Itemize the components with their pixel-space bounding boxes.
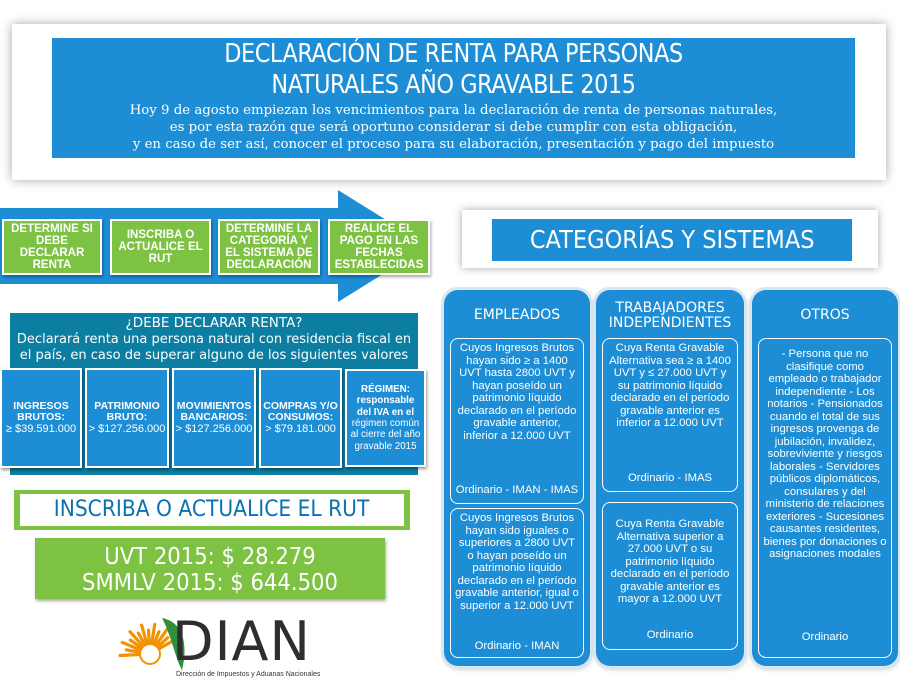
criterion-value: > $127.256.000: [88, 422, 166, 435]
criterion-value: > $79.181.000: [265, 422, 336, 435]
regimen-bold-text: RÉGIMEN: responsable del IVA en el: [356, 384, 415, 418]
step-realice-pago: REALICE EL PAGO EN LAS FECHAS ESTABLECIDAS: [328, 219, 430, 275]
categories-title: [492, 219, 852, 261]
step-determine-declarar: DETERMINE SI DEBE DECLARAR RENTA: [2, 219, 102, 275]
otros-heading: OTROS: [800, 307, 850, 323]
dian-logo-subtitle: Dirección de Impuestos y Aduanas Nacionales: [176, 671, 321, 678]
uvt-value: UVT 2015: $ 28.279: [104, 542, 316, 570]
sun-ray: [120, 655, 139, 656]
criterion-label: MOVIMIENTOS BANCARIOS:: [176, 399, 252, 424]
header-banner: [52, 38, 855, 158]
page-title-line1: DECLARACIÓN DE RENTA PARA PERSONAS: [224, 39, 683, 69]
trabajadores-box-1: [602, 338, 738, 492]
debe-declarar-text: Declarará renta una persona natural con residencia fiscal en el país, en caso de superar alguno de los siguientes valores: [16, 332, 412, 363]
step-inscriba-rut: INSCRIBA O ACTUALICE EL RUT: [110, 219, 211, 275]
otros-box: [758, 338, 892, 658]
otros-box-text: - Persona que no clasifique como empleado o trabajador independiente - Los notarios - Pensionados cuando el total de sus ingresos provenga de jubilación, invalidez, sobreviviente y riesgos laborales - Servidores públicos diplomáticos, consulares y del ministerio de relaciones exteriores - Sucesiones causantes residentes, bienes por donaciones o asignaciones modales: [763, 348, 887, 560]
page-title-line2: NATURALES AÑO GRAVABLE 2015: [271, 70, 636, 100]
trabajadores-box-2-regime: Ordinario: [646, 629, 694, 641]
sun-ray: [148, 630, 149, 643]
debe-declarar-title: ¿DEBE DECLARAR RENTA?: [125, 315, 303, 331]
criterion-value: ≥ $39.591.000: [5, 422, 77, 435]
criterion-regimen: [345, 369, 426, 467]
trabajadores-box-1-regime: Ordinario - IMAS: [627, 472, 713, 484]
rut-heading-text: INSCRIBA O ACTUALICE EL RUT: [54, 497, 370, 522]
empleados-box-2: [450, 508, 584, 658]
empleados-box-2-text: Cuyos Ingresos Brutos hayan sido iguales o superiores a 2800 UVT o hayan poseído un patrimonio líquido declarado en el período gravable anterior, igual o superior a 12.000 UVT: [455, 512, 579, 612]
rut-heading: [20, 494, 404, 526]
criterion-movimientos: [172, 368, 256, 468]
criterion-patrimonio: [85, 368, 169, 468]
trabajadores-box-2-text: Cuya Renta Gravable Alternativa superior a 27.000 UVT o su patrimonio líquido declarado en el período gravable anterior es mayor a 12.000 UVT: [610, 518, 730, 605]
trabajadores-box-2: [602, 502, 738, 650]
empleados-box-1: [450, 338, 584, 504]
subtitle-line3: y en caso de ser así, conocer el proceso para su elaboración, presentación y pago del impuesto: [132, 137, 775, 152]
otros-box-regime: Ordinario: [801, 631, 849, 643]
trabajadores-heading-line1: TRABAJADORES: [615, 300, 725, 316]
criterion-label: COMPRAS Y/O CONSUMOS:: [263, 399, 338, 424]
criterion-ingresos: [0, 368, 82, 468]
empleados-box-1-regime: Ordinario - IMAN - IMAS: [455, 484, 579, 496]
empleados-box-2-regime: Ordinario - IMAN: [474, 640, 560, 652]
smmlv-value: SMMLV 2015: $ 644.500: [82, 568, 338, 596]
criterion-value: > $127.256.000: [175, 422, 253, 435]
categories-title-text: CATEGORÍAS Y SISTEMAS: [529, 225, 815, 254]
subtitle-line2: es por esta razón que será oportuno considerar si debe cumplir con esta obligación,: [169, 120, 738, 135]
empleados-heading: EMPLEADOS: [473, 307, 561, 323]
trabajadores-heading-line2: INDEPENDIENTES: [608, 315, 732, 331]
empleados-box-1-text: Cuyos Ingresos Brutos hayan sido ≥ a 1400 UVT hasta 2800 UVT y hayan poseído un patrimonio líquido declarado en el período gravable anterior, inferior a 12.000 UVT: [457, 342, 577, 442]
trabajadores-box-1-text: Cuya Renta Gravable Alternativa sea ≥ a 1400 UVT y ≤ 27.000 UVT y su patrimonio líquido declarado en el período gravable anterior es inferior a 12.000 UVT: [609, 342, 731, 429]
criterion-label: PATRIMONIO BRUTO:: [94, 399, 160, 424]
step-determine-categoria: DETERMINE LA CATEGORÍA Y EL SISTEMA DE DECLARACIÓN: [218, 219, 320, 275]
uvt-panel: [35, 538, 385, 599]
regimen-text: régimen común al cierre del año gravable 2015: [350, 418, 421, 452]
dian-logo-word: DIAN: [172, 610, 311, 673]
criterion-compras: [259, 368, 342, 468]
subtitle-line1: Hoy 9 de agosto empiezan los vencimientos para la declaración de renta de personas naturales,: [129, 103, 778, 118]
criterion-label: INGRESOS BRUTOS:: [13, 399, 69, 424]
